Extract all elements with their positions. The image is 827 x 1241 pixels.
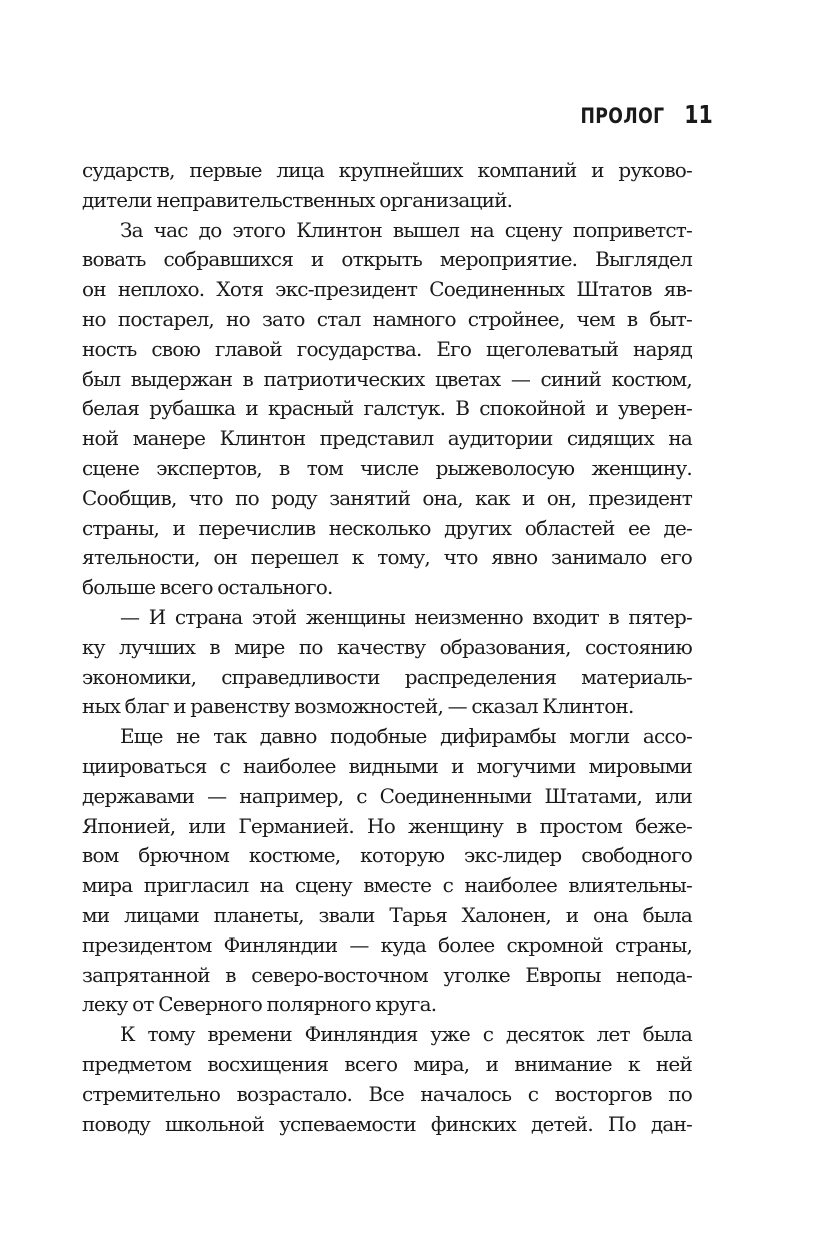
paragraph-4 bbox=[82, 722, 692, 1020]
text-line: циироваться с наиболее видными и могучими мировыми bbox=[82, 753, 692, 778]
text-line: президентом Финляндии — куда более скромной страны, bbox=[82, 932, 692, 957]
text-line: поводу школьной успеваемости финских детей. По дан- bbox=[82, 1111, 692, 1136]
text-line: ятельности, он перешел к тому, что явно занимало его bbox=[82, 545, 692, 570]
text-line: запрятанной в северо-восточном уголке Европы непода- bbox=[82, 962, 692, 987]
paragraph-2 bbox=[82, 216, 692, 603]
text-line: страны, и перечислив несколько других областей ее де- bbox=[82, 515, 692, 540]
text-line: мира пригласил на сцену вместе с наиболее влиятельны- bbox=[82, 873, 692, 898]
text-line: ность свою главой государства. Его щеголеватый наряд bbox=[82, 336, 692, 361]
text-line: ных благ и равенству возможностей, — сказал Клинтон. bbox=[82, 694, 634, 719]
text-line: — И страна этой женщины неизменно входит в пятер- bbox=[120, 604, 692, 629]
text-line: был выдержан в патриотических цветах — синий костюм, bbox=[82, 366, 692, 391]
text-line: Еще не так давно подобные дифирамбы могли ассо- bbox=[120, 724, 692, 749]
text-line: вом брючном костюме, которую экс-лидер свободного bbox=[82, 843, 692, 868]
text-line: дители неправительственных организаций. bbox=[82, 187, 513, 212]
text-line: он неплохо. Хотя экс-президент Соединенных Штатов яв- bbox=[82, 277, 692, 302]
section-title: ПРОЛОГ bbox=[580, 104, 665, 128]
text-line: больше всего остального. bbox=[82, 575, 333, 600]
paragraph-3 bbox=[82, 603, 692, 722]
text-line: но постарел, но зато стал намного стройнее, чем в быт- bbox=[82, 306, 692, 331]
text-line: державами — например, с Соединенными Штатами, или bbox=[82, 783, 692, 808]
running-head bbox=[562, 100, 713, 129]
text-line: ми лицами планеты, звали Тарья Халонен, и она была bbox=[82, 902, 692, 927]
text-line: экономики, справедливости распределения материаль- bbox=[82, 664, 692, 689]
text-line: Японией, или Германией. Но женщину в простом беже- bbox=[82, 813, 692, 838]
text-line: предметом восхищения всего мира, и внимание к ней bbox=[82, 1051, 692, 1076]
page-number: 11 bbox=[684, 100, 713, 129]
paragraph-5 bbox=[82, 1020, 692, 1139]
text-line: белая рубашка и красный галстук. В спокойной и уверен- bbox=[82, 396, 692, 421]
text-line: сцене экспертов, в том числе рыжеволосую женщину. bbox=[82, 455, 692, 480]
text-line: К тому времени Финляндия уже с десяток лет была bbox=[120, 1022, 692, 1047]
text-line: сударств, первые лица крупнейших компаний и руково- bbox=[82, 158, 692, 182]
body-text bbox=[82, 156, 692, 1139]
text-line: ной манере Клинтон представил аудитории сидящих на bbox=[82, 426, 692, 451]
text-line: леку от Северного полярного круга. bbox=[82, 992, 437, 1017]
text-line: ку лучших в мире по качеству образования, состоянию bbox=[82, 634, 692, 659]
text-line: Сообщив, что по роду занятий она, как и он, президент bbox=[82, 485, 692, 510]
text-line: За час до этого Клинтон вышел на сцену поприветст- bbox=[120, 217, 692, 242]
paragraph-1 bbox=[82, 156, 692, 216]
text-line: вовать собравшихся и открыть мероприятие. Выглядел bbox=[82, 247, 692, 272]
text-line: стремительно возрастало. Все началось с восторгов по bbox=[82, 1081, 692, 1106]
